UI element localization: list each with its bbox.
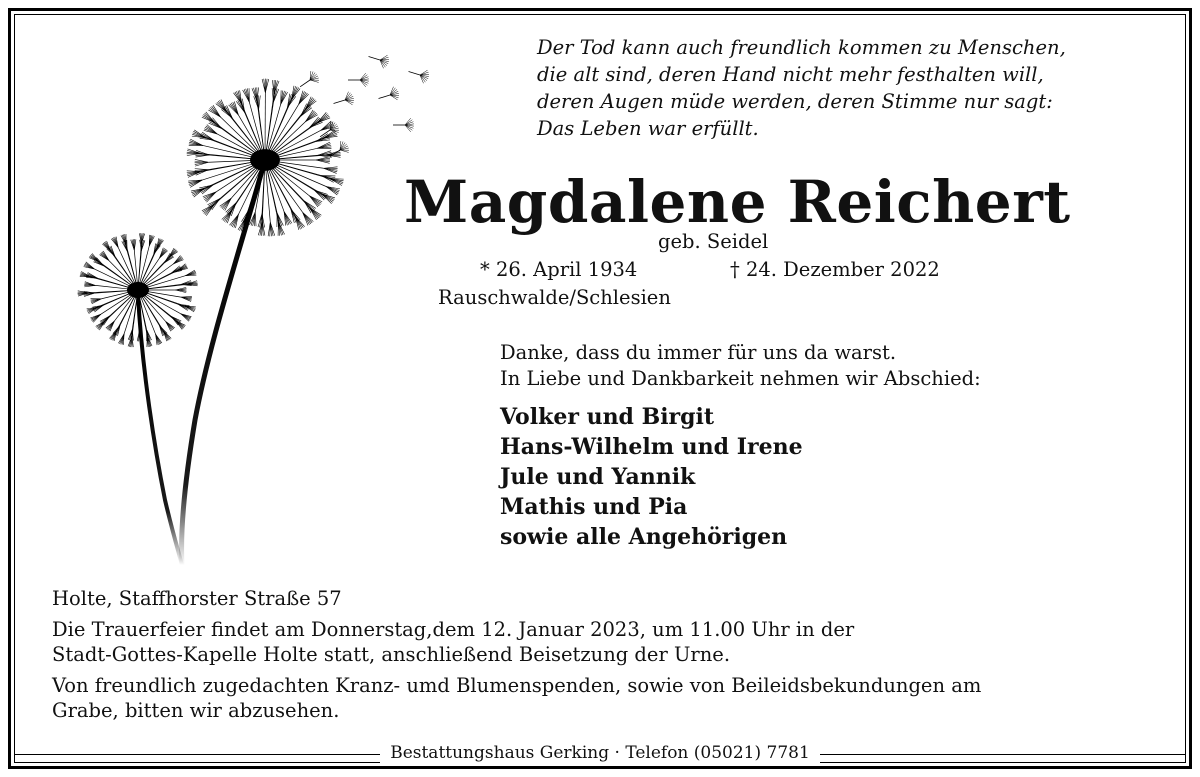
- large-dandelion-head: [187, 79, 344, 237]
- thanks-text: [500, 340, 981, 392]
- deceased-name: Magdalene Reichert: [404, 168, 1071, 236]
- thanks-line: In Liebe und Dankbarkeit nehmen wir Abschied:: [500, 367, 981, 390]
- funeral-home-info: Bestattungshaus Gerking · Telefon (05021) 7781: [380, 743, 820, 763]
- family-member: sowie alle Angehörigen: [500, 524, 788, 550]
- quote-line: Das Leben war erfüllt.: [537, 117, 759, 140]
- footer: [0, 741, 1200, 765]
- death-date: † 24. Dezember 2022: [730, 258, 940, 281]
- family-member: Mathis und Pia: [500, 494, 688, 520]
- dandelion-illustration: [60, 20, 440, 580]
- family-member: Hans-Wilhelm und Irene: [500, 434, 803, 460]
- request-line: Grabe, bitten wir abzusehen.: [52, 699, 340, 722]
- birth-date: * 26. April 1934: [480, 258, 638, 281]
- family-list: [500, 402, 803, 552]
- address: Holte, Staffhorster Straße 57: [52, 587, 342, 610]
- flying-seeds: [300, 55, 429, 157]
- ceremony-line: Die Trauerfeier findet am Donnerstag,dem 12. Januar 2023, um 11.00 Uhr in der: [52, 618, 855, 641]
- thanks-line: Danke, dass du immer für uns da warst.: [500, 341, 897, 364]
- birth-name: geb. Seidel: [658, 230, 769, 253]
- family-member: Volker und Birgit: [500, 404, 715, 430]
- request-line: Von freundlich zugedachten Kranz- umd Blumenspenden, sowie von Beileidsbekundungen am: [52, 674, 982, 697]
- birthplace: Rauschwalde/Schlesien: [438, 286, 671, 309]
- quote-line: Der Tod kann auch freundlich kommen zu Menschen,: [537, 36, 1066, 59]
- quote: [537, 34, 1066, 142]
- ceremony-info: [52, 617, 981, 667]
- small-dandelion-head: [78, 233, 198, 347]
- quote-line: die alt sind, deren Hand nicht mehr festhalten will,: [537, 63, 1044, 86]
- family-member: Jule und Yannik: [500, 464, 696, 490]
- ceremony-line: Stadt-Gottes-Kapelle Holte statt, anschließend Beisetzung der Urne.: [52, 643, 731, 666]
- quote-line: deren Augen müde werden, deren Stimme nur sagt:: [537, 90, 1053, 113]
- details-block: [52, 586, 981, 723]
- donation-request: [52, 673, 981, 723]
